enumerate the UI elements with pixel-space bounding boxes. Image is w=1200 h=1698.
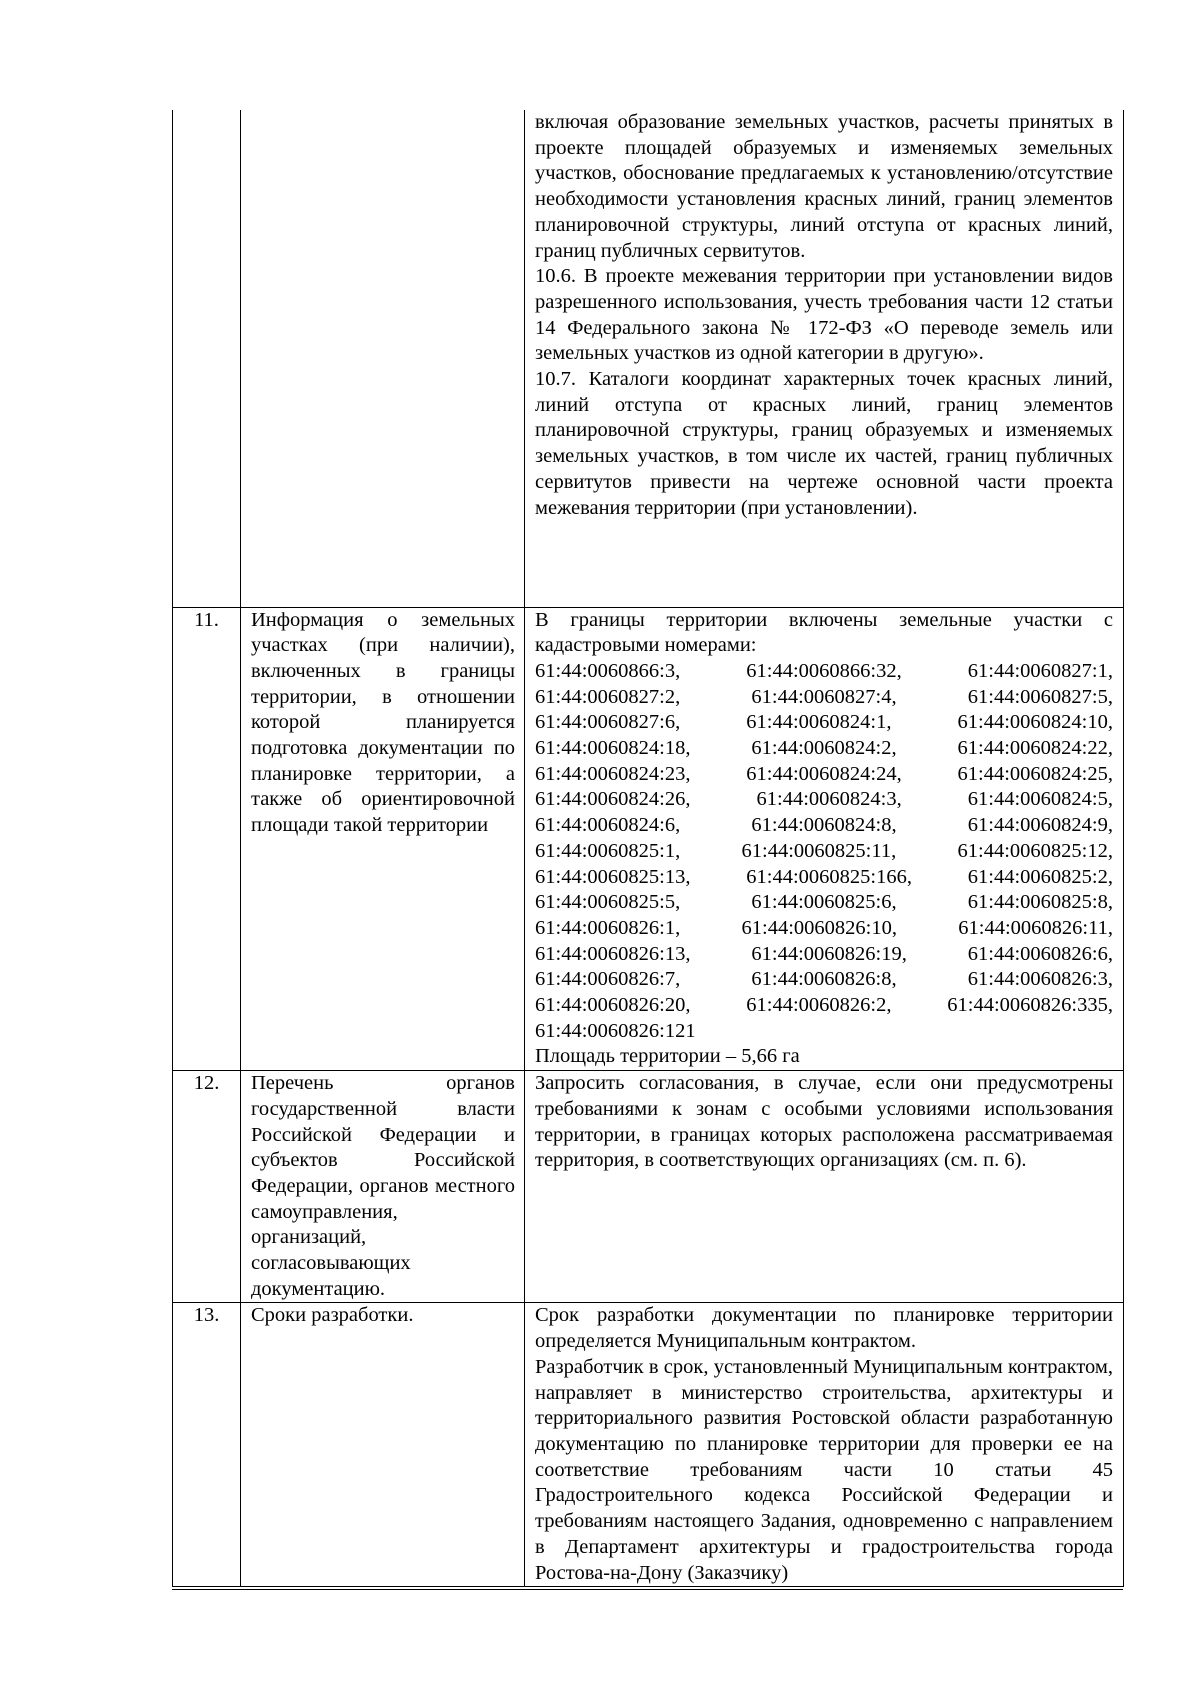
- requirement-paragraph: 10.6. В проекте межевания территории при установлении видов разрешенного использования, учесть требования части 12 статьи 14 Федерального закона № 172-ФЗ «О переводе земель или земельных участков из одной категории в другую».: [535, 265, 1113, 365]
- cadastral-number: 61:44:0060825:166,: [746, 865, 912, 888]
- cadastral-number: 61:44:0060824:9,: [967, 814, 1113, 837]
- cadastral-number: 61:44:0060826:20,: [535, 994, 691, 1017]
- table-row: [173, 1071, 1124, 1303]
- row-name-cell: Сроки разработки.: [241, 1303, 525, 1587]
- requirement-paragraph: включая образование земельных участков, расчеты принятых в проекте площадей образуемых и изменяемых земельных участков, обоснование предлагаемых к установлению/отсутствие необходимости установления красных линий, границ элементов планировочной структуры, линий отступа от красных линий, границ публичных сервитутов.: [535, 111, 1113, 262]
- cadastral-number: 61:44:0060824:10,: [957, 711, 1113, 734]
- cadastral-row: [535, 710, 1113, 736]
- row-number-cell: 13.: [173, 1303, 241, 1587]
- cadastral-number: 61:44:0060827:4,: [751, 685, 897, 708]
- cadastral-number: 61:44:0060826:7,: [535, 968, 681, 991]
- cadastral-number: 61:44:0060825:1,: [535, 839, 681, 862]
- row-requirement-cell: [525, 1071, 1124, 1303]
- cadastral-number: 61:44:0060825:8,: [967, 891, 1113, 914]
- cadastral-number: 61:44:0060866:3,: [535, 659, 681, 682]
- cadastral-number: 61:44:0060825:2,: [967, 865, 1113, 888]
- cadastral-row: [535, 659, 1113, 685]
- cadastral-row: [535, 865, 1113, 891]
- cadastral-number: 61:44:0060826:19,: [751, 942, 907, 965]
- cadastral-row: [535, 685, 1113, 711]
- cadastral-number: 61:44:0060824:26,: [535, 788, 691, 811]
- cadastral-number: 61:44:0060824:23,: [535, 762, 691, 785]
- cadastral-number: 61:44:0060827:2,: [535, 685, 681, 708]
- cadastral-number: 61:44:0060826:13,: [535, 942, 691, 965]
- cadastral-row: [535, 762, 1113, 788]
- row-requirement-cell: [525, 110, 1124, 607]
- cadastral-number: 61:44:0060824:18,: [535, 737, 691, 760]
- row-number-cell: 11.: [173, 607, 241, 1071]
- row-number-cell: 12.: [173, 1071, 241, 1303]
- row-name-cell: [241, 110, 525, 607]
- table-bottom-border: [172, 1589, 1123, 1590]
- row-requirement-cell: [525, 607, 1124, 1071]
- table-row: [173, 607, 1124, 1071]
- cadastral-row: [535, 813, 1113, 839]
- cadastral-number: 61:44:0060824:22,: [957, 737, 1113, 760]
- cadastral-row: [535, 967, 1113, 993]
- row-name-cell: Информация о земельных участках (при наличии), включенных в границы территории, в отношении которой планируется подготовка документации по планировке территории, а также об ориентировочной площади такой территории: [241, 607, 525, 1071]
- cadastral-number: 61:44:0060825:11,: [741, 839, 897, 862]
- cadastral-number: 61:44:0060825:6,: [751, 891, 897, 914]
- cadastral-row: [535, 736, 1113, 762]
- row-requirement-cell: [525, 1303, 1124, 1587]
- cadastral-number: 61:44:0060826:121: [535, 1019, 696, 1042]
- cadastral-row: [535, 993, 1113, 1019]
- cadastral-number: 61:44:0060824:2,: [751, 737, 897, 760]
- cadastral-number: 61:44:0060826:10,: [741, 916, 897, 939]
- cadastral-number: 61:44:0060824:1,: [746, 711, 892, 734]
- table-row: [173, 1303, 1124, 1587]
- cadastral-number: 61:44:0060825:5,: [535, 891, 681, 914]
- requirement-paragraph: 10.7. Каталоги координат характерных точек красных линий, линий отступа от красных линий, границ элементов планировочной структуры, границ образуемых и изменяемых земельных участков, в том числе их частей, границ публичных сервитутов привести на чертеже основной части проекта межевания территории (при установлении).: [535, 368, 1113, 519]
- cadastral-number: 61:44:0060824:8,: [751, 814, 897, 837]
- cadastral-number: 61:44:0060826:1,: [535, 916, 681, 939]
- cadastral-intro: В границы территории включены земельные участки с кадастровыми номерами:: [535, 608, 1113, 657]
- cadastral-row: [535, 890, 1113, 916]
- cadastral-number: 61:44:0060824:25,: [957, 762, 1113, 785]
- row-number-cell: [173, 110, 241, 607]
- cadastral-number: 61:44:0060866:32,: [746, 659, 902, 682]
- cadastral-number: 61:44:0060824:3,: [756, 788, 902, 811]
- requirement-paragraph: Разработчик в срок, установленный Муниципальным контрактом, направляет в министерство строительства, архитектуры и территориального развития Ростовской области разработанную документацию по планировке территории для проверки ее на соответствие требованиям части 10 статьи 45 Градостроительного кодекса Российской Федерации и требованиям настоящего Задания, одновременно с направлением в Департамент архитектуры и градостроительства города Ростова-на-Дону (Заказчику): [535, 1355, 1113, 1584]
- cadastral-number: 61:44:0060827:6,: [535, 711, 681, 734]
- cadastral-number: 61:44:0060827:5,: [967, 685, 1113, 708]
- cadastral-row: [535, 916, 1113, 942]
- cadastral-number: 61:44:0060826:11,: [958, 916, 1113, 939]
- cadastral-row: [535, 839, 1113, 865]
- cadastral-number: 61:44:0060824:6,: [535, 814, 681, 837]
- row-name-cell: Перечень органов государственной власти Российской Федерации и субъектов Российской Федерации, органов местного самоуправления, организаций, согласовывающих документацию.: [241, 1071, 525, 1303]
- table-row: [173, 110, 1124, 607]
- cadastral-number: 61:44:0060824:5,: [967, 788, 1113, 811]
- cadastral-number: 61:44:0060826:335,: [947, 994, 1113, 1017]
- cadastral-number: 61:44:0060826:8,: [751, 968, 897, 991]
- cadastral-number: 61:44:0060826:2,: [746, 994, 892, 1017]
- cadastral-number: 61:44:0060825:13,: [535, 865, 691, 888]
- cadastral-row: [535, 942, 1113, 968]
- requirement-paragraph: Срок разработки документации по планировке территории определяется Муниципальным контрактом.: [535, 1304, 1113, 1353]
- cadastral-number-list: [535, 659, 1113, 1019]
- cadastral-number: 61:44:0060825:12,: [957, 839, 1113, 862]
- cadastral-row: [535, 787, 1113, 813]
- requirements-table: [172, 110, 1124, 1587]
- requirement-paragraph: Запросить согласования, в случае, если они предусмотрены требованиями к зонам с особыми условиями использования территории, в границах которых расположена рассматриваемая территория, в соответствующих организациях (см. п. 6).: [535, 1072, 1113, 1172]
- cadastral-number: 61:44:0060826:3,: [967, 968, 1113, 991]
- cadastral-number: 61:44:0060824:24,: [746, 762, 902, 785]
- cadastral-number: 61:44:0060826:6,: [967, 942, 1113, 965]
- cadastral-number: 61:44:0060827:1,: [967, 659, 1113, 682]
- territory-area: Площадь территории – 5,66 га: [535, 1045, 800, 1068]
